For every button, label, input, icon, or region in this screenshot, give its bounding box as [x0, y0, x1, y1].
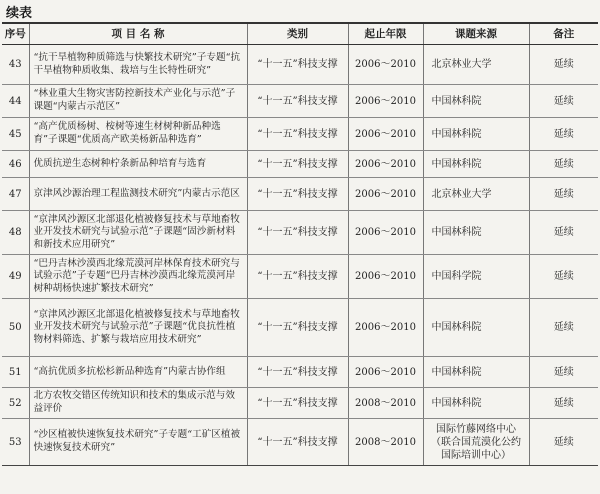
cell-source: 中国科学院: [423, 255, 529, 299]
cell-category: “十一五”科技支撑: [247, 388, 348, 419]
cell-source: 国际竹藤网络中心（联合国荒漠化公约国际培训中心）: [423, 419, 529, 466]
cell-years: 2006～2010: [348, 255, 423, 299]
table-header-row: [2, 23, 598, 45]
cell-note: 延续: [529, 299, 598, 357]
cell-note: 延续: [529, 118, 598, 151]
cell-category: “十一五”科技支撑: [247, 299, 348, 357]
cell-no: 48: [2, 211, 29, 255]
cell-note: 延续: [529, 388, 598, 419]
cell-no: 49: [2, 255, 29, 299]
cell-project: “京津风沙源区北部退化植被修复技术与草地畜牧业开发技术研究与试验示范”子课题“优良抗性植物材料筛选、扩繁与栽培应用技术研究”: [29, 299, 247, 357]
cell-years: 2008～2010: [348, 419, 423, 466]
cell-project: 优质抗逆生态树种柠条新品种培育与选育: [29, 151, 247, 178]
cell-source: 北京林业大学: [423, 45, 529, 85]
table-row: [2, 45, 598, 85]
table-row: [2, 178, 598, 211]
table-row: [2, 357, 598, 388]
cell-project: “抗干旱植物种质筛选与快繁技术研究”子专题“抗干旱植物种质收集、栽培与生长特性研究”: [29, 45, 247, 85]
cell-note: 延续: [529, 255, 598, 299]
cell-note: 延续: [529, 45, 598, 85]
cell-note: 延续: [529, 85, 598, 118]
cell-source: 北京林业大学: [423, 178, 529, 211]
cell-no: 46: [2, 151, 29, 178]
cell-project: “高抗优质多抗松杉新品种选育”内蒙古协作组: [29, 357, 247, 388]
cell-years: 2006～2010: [348, 85, 423, 118]
cell-years: 2006～2010: [348, 178, 423, 211]
cell-source: 中国林科院: [423, 85, 529, 118]
table-caption: 续表: [6, 6, 33, 21]
cell-source: 中国林科院: [423, 299, 529, 357]
cell-source: 中国林科院: [423, 151, 529, 178]
cell-no: 43: [2, 45, 29, 85]
cell-source: 中国林科院: [423, 118, 529, 151]
header-project: 项 目 名 称: [29, 23, 247, 45]
cell-project: “巴丹吉林沙漠西北缘荒漠河岸林保育技术研究与试验示范”子专题“巴丹吉林沙漠西北缘荒漠河岸树种胡杨快速扩繁技术研究”: [29, 255, 247, 299]
cell-category: “十一五”科技支撑: [247, 118, 348, 151]
cell-category: “十一五”科技支撑: [247, 178, 348, 211]
cell-note: 延续: [529, 211, 598, 255]
cell-category: “十一五”科技支撑: [247, 211, 348, 255]
cell-project: 京津风沙源治理工程监测技术研究”内蒙古示范区: [29, 178, 247, 211]
cell-years: 2006～2010: [348, 151, 423, 178]
cell-years: 2006～2010: [348, 357, 423, 388]
cell-source: 中国林科院: [423, 357, 529, 388]
cell-years: 2006～2010: [348, 299, 423, 357]
cell-no: 50: [2, 299, 29, 357]
cell-category: “十一五”科技支撑: [247, 45, 348, 85]
cell-note: 延续: [529, 357, 598, 388]
cell-years: 2006～2010: [348, 45, 423, 85]
cell-source: 中国林科院: [423, 211, 529, 255]
project-table: [2, 22, 598, 466]
cell-category: “十一五”科技支撑: [247, 151, 348, 178]
cell-project: “林业重大生物灾害防控新技术产业化与示范”子课题“内蒙古示范区”: [29, 85, 247, 118]
cell-note: 延续: [529, 151, 598, 178]
cell-years: 2006～2010: [348, 118, 423, 151]
cell-no: 45: [2, 118, 29, 151]
table-row: [2, 151, 598, 178]
cell-no: 53: [2, 419, 29, 466]
cell-years: 2008～2010: [348, 388, 423, 419]
cell-project: “高产优质杨树、桉树等速生材树种新品种选育”子课题“优质高产欧美杨新品种选育”: [29, 118, 247, 151]
header-source: 课题来源: [423, 23, 529, 45]
header-no: 序号: [2, 23, 29, 45]
table-row: [2, 388, 598, 419]
header-category: 类别: [247, 23, 348, 45]
cell-project: 北方农牧交错区传统知识和技术的集成示范与效益评价: [29, 388, 247, 419]
cell-source: 中国林科院: [423, 388, 529, 419]
table-row: [2, 85, 598, 118]
cell-no: 51: [2, 357, 29, 388]
cell-note: 延续: [529, 178, 598, 211]
cell-years: 2006～2010: [348, 211, 423, 255]
cell-no: 52: [2, 388, 29, 419]
header-note: 备注: [529, 23, 598, 45]
table-row: [2, 255, 598, 299]
table-row: [2, 211, 598, 255]
cell-no: 47: [2, 178, 29, 211]
cell-no: 44: [2, 85, 29, 118]
cell-project: “沙区植被快速恢复技术研究”子专题“工矿区植被快速恢复技术研究”: [29, 419, 247, 466]
cell-category: “十一五”科技支撑: [247, 419, 348, 466]
cell-category: “十一五”科技支撑: [247, 85, 348, 118]
cell-project: “京津风沙源区北部退化植被修复技术与草地畜牧业开发技术研究与试验示范”子课题“固沙新材料和新技术应用研究”: [29, 211, 247, 255]
header-years: 起止年限: [348, 23, 423, 45]
cell-category: “十一五”科技支撑: [247, 357, 348, 388]
table-row: [2, 118, 598, 151]
cell-category: “十一五”科技支撑: [247, 255, 348, 299]
table-row: [2, 419, 598, 466]
cell-note: 延续: [529, 419, 598, 466]
table-row: [2, 299, 598, 357]
